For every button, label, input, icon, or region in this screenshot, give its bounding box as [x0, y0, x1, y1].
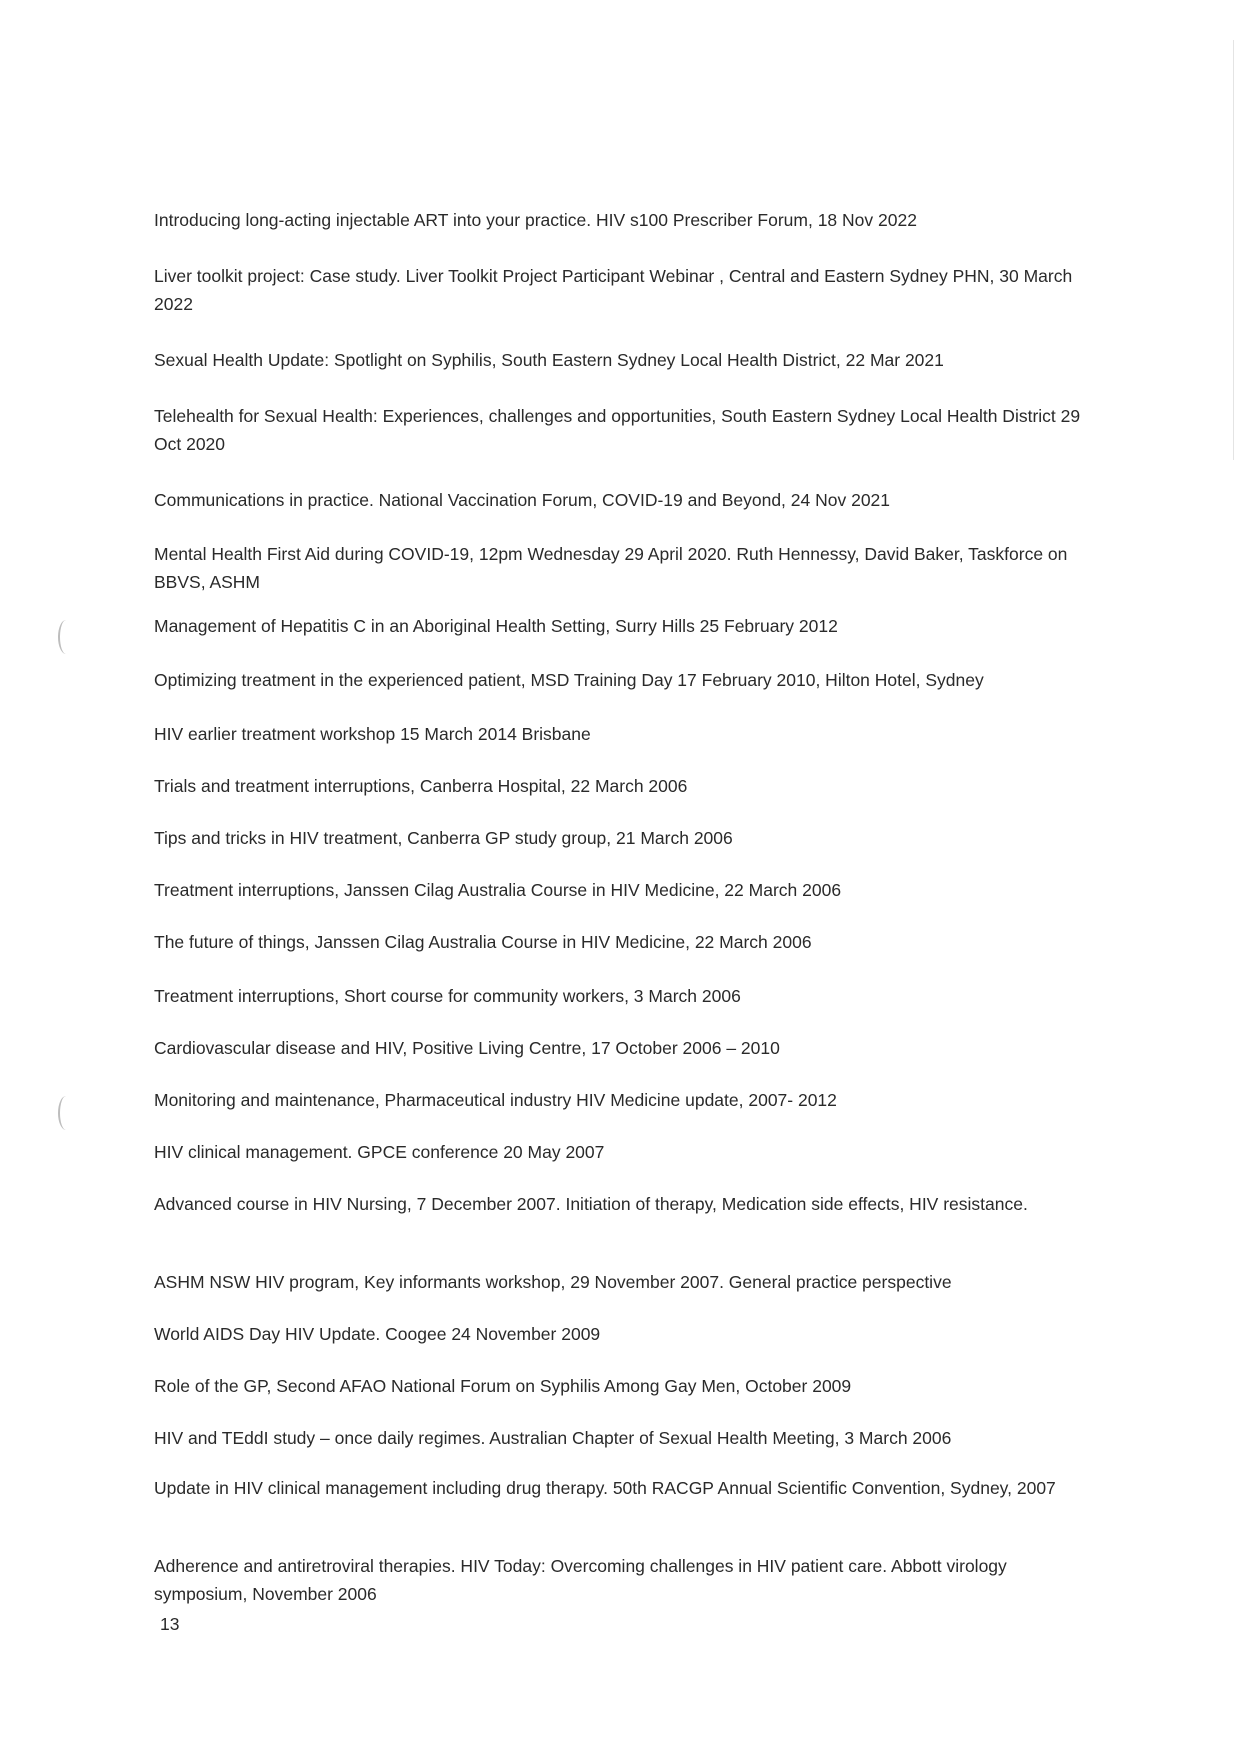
list-entry: The future of things, Janssen Cilag Australia Course in HIV Medicine, 22 March 2006 [154, 932, 812, 952]
list-entry: Mental Health First Aid during COVID-19, 12pm Wednesday 29 April 2020. Ruth Hennessy, David Baker, Taskforce on BBVS, ASHM [154, 544, 1068, 592]
list-entry: Telehealth for Sexual Health: Experiences, challenges and opportunities, South Eastern Sydney Local Health District 29 Oct 2020 [154, 406, 1081, 454]
list-entry: World AIDS Day HIV Update. Coogee 24 November 2009 [154, 1324, 601, 1344]
list-entry: Communications in practice. National Vaccination Forum, COVID-19 and Beyond, 24 Nov 2021 [154, 490, 891, 510]
list-entry: Treatment interruptions, Short course for community workers, 3 March 2006 [154, 986, 741, 1006]
list-entry: Monitoring and maintenance, Pharmaceutical industry HIV Medicine update, 2007- 2012 [154, 1090, 837, 1110]
list-entry: ASHM NSW HIV program, Key informants workshop, 29 November 2007. General practice perspective [154, 1272, 952, 1292]
list-entry: HIV clinical management. GPCE conference 20 May 2007 [154, 1142, 605, 1162]
list-entry: Liver toolkit project: Case study. Liver Toolkit Project Participant Webinar , Central and Eastern Sydney PHN, 30 March 2022 [154, 266, 1073, 314]
scan-artifact-mark [58, 620, 74, 654]
list-entry: Cardiovascular disease and HIV, Positive Living Centre, 17 October 2006 – 2010 [154, 1038, 780, 1058]
list-entry: Role of the GP, Second AFAO National Forum on Syphilis Among Gay Men, October 2009 [154, 1376, 852, 1396]
page-number: 13 [160, 1614, 180, 1634]
list-entry: Tips and tricks in HIV treatment, Canberra GP study group, 21 March 2006 [154, 828, 733, 848]
list-entry: HIV and TEddI study – once daily regimes. Australian Chapter of Sexual Health Meeting, 3 March 2006 [154, 1428, 952, 1448]
scan-artifact-mark [58, 1096, 74, 1130]
list-entry: Update in HIV clinical management including drug therapy. 50th RACGP Annual Scientific Convention, Sydney, 2007 [154, 1478, 1056, 1498]
list-entry: Optimizing treatment in the experienced patient, MSD Training Day 17 February 2010, Hilton Hotel, Sydney [154, 670, 984, 690]
list-entry: Advanced course in HIV Nursing, 7 December 2007. Initiation of therapy, Medication side effects, HIV resistance. [154, 1194, 1028, 1214]
scan-edge-line [1233, 40, 1234, 460]
list-entry: HIV earlier treatment workshop 15 March 2014 Brisbane [154, 724, 591, 744]
list-entry: Trials and treatment interruptions, Canberra Hospital, 22 March 2006 [154, 776, 688, 796]
list-entry: Sexual Health Update: Spotlight on Syphilis, South Eastern Sydney Local Health District, 22 Mar 2021 [154, 350, 944, 370]
list-entry: Management of Hepatitis C in an Aboriginal Health Setting, Surry Hills 25 February 2012 [154, 616, 838, 636]
list-entry: Treatment interruptions, Janssen Cilag Australia Course in HIV Medicine, 22 March 2006 [154, 880, 842, 900]
list-entry: Introducing long-acting injectable ART into your practice. HIV s100 Prescriber Forum, 18 Nov 2022 [154, 210, 917, 230]
list-entry: Adherence and antiretroviral therapies. HIV Today: Overcoming challenges in HIV patient care. Abbott virology symposium, November 2006 [154, 1556, 1007, 1604]
